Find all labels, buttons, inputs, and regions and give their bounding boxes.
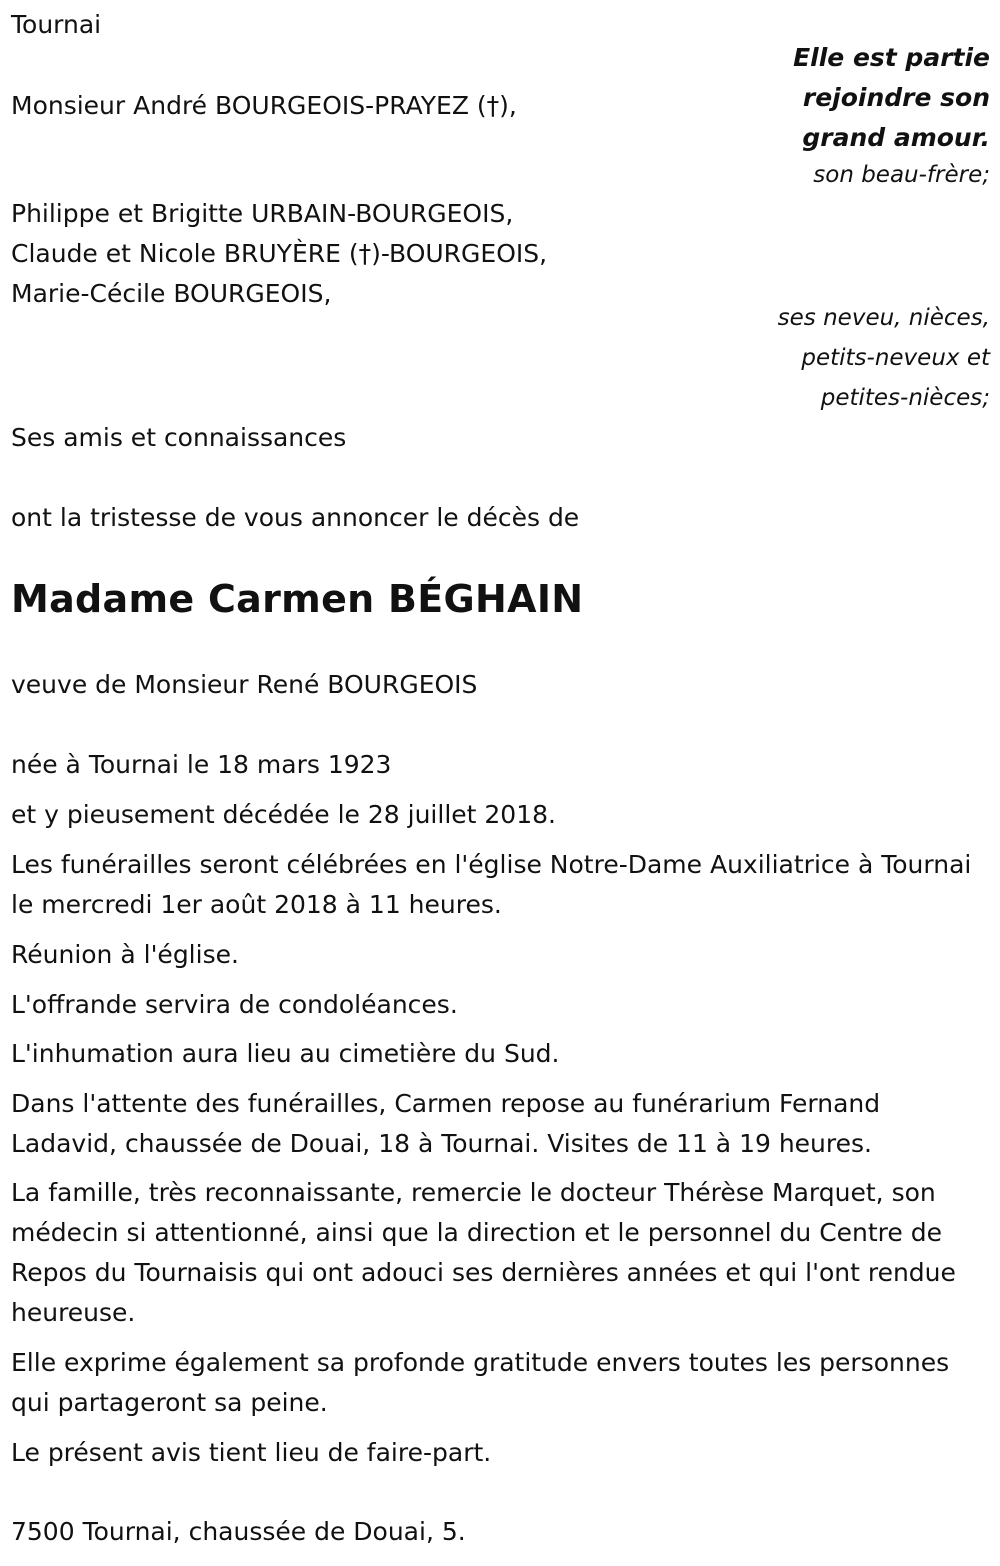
quote-line-3: grand amour. xyxy=(802,123,990,152)
nephews-role-2: petits-neveux et xyxy=(801,345,990,371)
quote-line-1: Elle est partie xyxy=(793,43,990,72)
born-line: née à Tournai le 18 mars 1923 xyxy=(11,750,392,779)
meeting-paragraph: Réunion à l'église. xyxy=(11,940,239,969)
visitation-paragraph: Dans l'attente des funérailles, Carmen repose au funérarium Fernand Ladavid, chaussée de Douai, 18 à Tournai. Visites de 11 à 19 heures. xyxy=(11,1089,881,1158)
nephew-line-1: Philippe et Brigitte URBAIN-BOURGEOIS, xyxy=(11,199,514,228)
announce-line: ont la tristesse de vous annoncer le décès de xyxy=(11,503,580,532)
deceased-name: Madame Carmen BÉGHAIN xyxy=(11,577,584,621)
brother-in-law-role: son beau-frère; xyxy=(813,162,990,188)
widow-line: veuve de Monsieur René BOURGEOIS xyxy=(11,670,478,699)
nephew-line-3: Marie-Cécile BOURGEOIS, xyxy=(11,279,332,308)
nephews-role-1: ses neveu, nièces, xyxy=(777,305,990,331)
burial-paragraph: L'inhumation aura lieu au cimetière du Sud. xyxy=(11,1039,560,1068)
quote-line-2: rejoindre son xyxy=(802,83,990,112)
brother-in-law: Monsieur André BOURGEOIS-PRAYEZ (†), xyxy=(11,91,517,120)
address-line: 7500 Tournai, chaussée de Douai, 5. xyxy=(11,1517,466,1546)
nephew-line-2: Claude et Nicole BRUYÈRE (†)-BOURGEOIS, xyxy=(11,239,548,268)
thanks-paragraph: La famille, très reconnaissante, remercie le docteur Thérèse Marquet, son médecin si attentionné, ainsi que la direction et le personnel du Centre de Repos du Tournaisis qui ont adouci ses dernières années et qui l'ont rendue heureuse. xyxy=(11,1178,956,1327)
funeral-paragraph: Les funérailles seront célébrées en l'église Notre-Dame Auxiliatrice à Tournai le mercredi 1er août 2018 à 11 heures. xyxy=(11,850,972,919)
notice-paragraph: Le présent avis tient lieu de faire-part. xyxy=(11,1438,492,1467)
friends-line: Ses amis et connaissances xyxy=(11,423,347,452)
died-line: et y pieusement décédée le 28 juillet 2018. xyxy=(11,800,556,829)
gratitude-paragraph: Elle exprime également sa profonde gratitude envers toutes les personnes qui partageront sa peine. xyxy=(11,1348,950,1417)
city-line: Tournai xyxy=(11,10,102,39)
nephews-role-3: petites-nièces; xyxy=(820,385,990,411)
offering-paragraph: L'offrande servira de condoléances. xyxy=(11,990,458,1019)
